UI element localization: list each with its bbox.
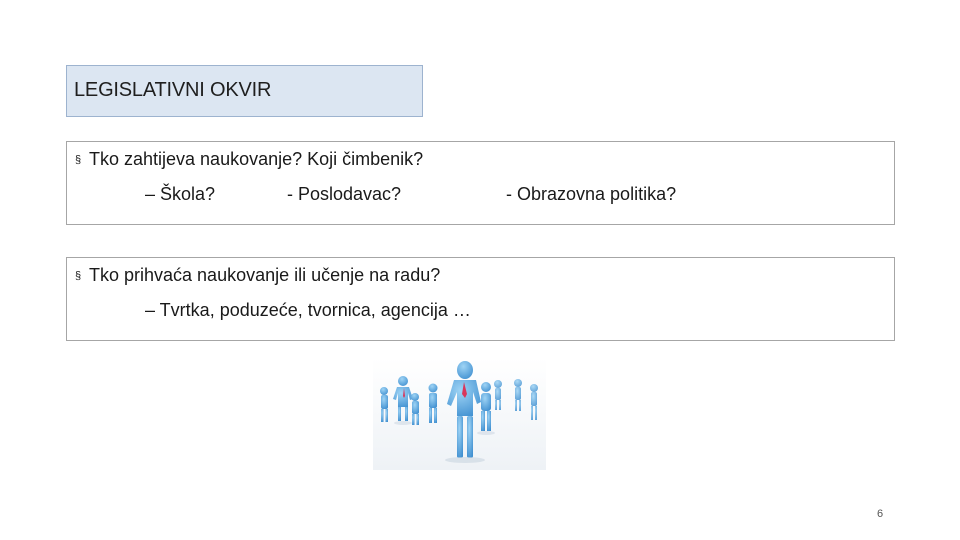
- bullet-line: [75, 265, 440, 286]
- page-number: 6: [877, 508, 884, 520]
- slide-title: LEGISLATIVNI OKVIR: [74, 79, 272, 101]
- content-box-acceptance: [66, 257, 895, 341]
- people-figures-illustration: [373, 358, 546, 470]
- bullet-question: Tko zahtijeva naukovanje? Koji čimbenik?: [89, 149, 424, 169]
- option-poslodavac: - Poslodavac?: [287, 184, 402, 204]
- option-skola: – Škola?: [145, 184, 216, 204]
- bullet-icon: §: [75, 270, 82, 282]
- bullet-line: [75, 149, 423, 170]
- option-politika: - Obrazovna politika?: [506, 184, 677, 204]
- title-box: [66, 65, 423, 117]
- answer-text: – Tvrtka, poduzeće, tvornica, agencija …: [145, 300, 471, 320]
- content-box-demand: [66, 141, 895, 225]
- bullet-question: Tko prihvaća naukovanje ili učenje na radu?: [89, 265, 441, 285]
- bullet-icon: §: [75, 154, 82, 166]
